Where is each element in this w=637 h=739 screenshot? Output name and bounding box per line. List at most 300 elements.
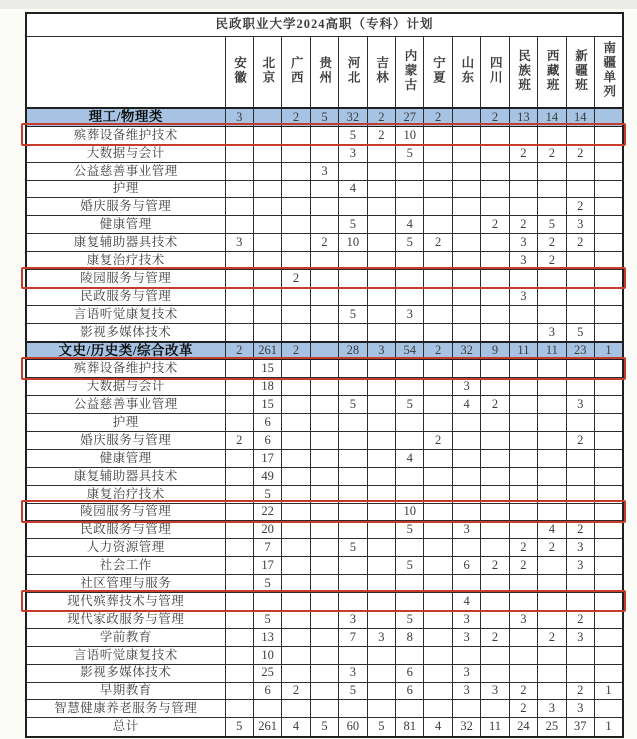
section-total-cell: 2 — [282, 108, 310, 126]
plan-value-cell — [594, 467, 623, 485]
plan-value-cell — [594, 270, 623, 288]
plan-value-cell: 2 — [566, 234, 594, 252]
plan-value-cell — [396, 539, 424, 557]
plan-value-cell: 3 — [566, 216, 594, 234]
plan-value-cell: 5 — [339, 305, 367, 323]
plan-value-cell — [282, 144, 310, 162]
header-row — [26, 37, 623, 109]
plan-value-cell — [282, 628, 310, 646]
plan-value-cell: 2 — [282, 682, 310, 700]
plan-value-cell — [481, 162, 509, 180]
plan-value-cell — [538, 467, 566, 485]
plan-value-cell: 17 — [253, 449, 281, 467]
plan-value-cell — [310, 216, 338, 234]
plan-value-cell — [424, 700, 452, 718]
program-label: 婚庆服务与管理 — [26, 198, 225, 216]
plan-value-cell — [452, 198, 480, 216]
plan-value-cell — [339, 449, 367, 467]
program-label: 康复治疗技术 — [26, 485, 225, 503]
program-label: 殡葬设备维护技术 — [26, 126, 225, 144]
plan-value-cell — [310, 557, 338, 575]
plan-value-cell — [509, 323, 537, 341]
plan-value-cell — [538, 378, 566, 396]
plan-value-cell — [566, 126, 594, 144]
plan-value-cell — [481, 539, 509, 557]
plan-value-cell: 6 — [253, 682, 281, 700]
plan-value-cell: 2 — [566, 432, 594, 450]
plan-value-cell: 2 — [481, 628, 509, 646]
plan-value-cell: 2 — [481, 396, 509, 414]
column-header — [566, 37, 594, 109]
grand-total-cell: 5 — [310, 718, 338, 737]
plan-value-cell: 3 — [509, 287, 537, 305]
plan-value-cell — [253, 216, 281, 234]
section-total-cell: 27 — [396, 108, 424, 126]
plan-value-cell — [594, 628, 623, 646]
plan-value-cell: 3 — [566, 539, 594, 557]
plan-value-cell — [396, 575, 424, 593]
plan-value-cell: 5 — [339, 396, 367, 414]
plan-value-cell — [424, 539, 452, 557]
plan-value-cell: 2 — [538, 144, 566, 162]
plan-value-cell — [282, 700, 310, 718]
plan-value-cell: 3 — [566, 396, 594, 414]
plan-value-cell — [452, 323, 480, 341]
plan-value-cell: 3 — [339, 664, 367, 682]
plan-value-cell — [594, 521, 623, 539]
plan-value-cell — [538, 485, 566, 503]
grand-total-cell: 4 — [282, 718, 310, 737]
plan-value-cell: 2 — [424, 432, 452, 450]
plan-value-cell — [282, 449, 310, 467]
plan-value-cell — [310, 144, 338, 162]
grand-total-cell: 25 — [538, 718, 566, 737]
column-header — [594, 37, 623, 109]
plan-value-cell — [282, 378, 310, 396]
plan-value-cell: 4 — [538, 521, 566, 539]
plan-value-cell — [509, 396, 537, 414]
plan-value-cell — [566, 270, 594, 288]
plan-value-cell — [225, 180, 253, 198]
program-row — [26, 180, 623, 198]
plan-value-cell — [594, 198, 623, 216]
plan-value-cell — [396, 198, 424, 216]
grand-total-cell: 1 — [594, 718, 623, 737]
plan-value-cell — [253, 162, 281, 180]
plan-value-cell — [452, 414, 480, 432]
plan-value-cell — [452, 646, 480, 664]
plan-value-cell — [225, 360, 253, 378]
plan-value-cell — [481, 414, 509, 432]
plan-value-cell — [538, 503, 566, 521]
plan-value-cell — [310, 287, 338, 305]
plan-value-cell: 6 — [396, 664, 424, 682]
plan-value-cell — [594, 646, 623, 664]
plan-value-cell: 5 — [339, 682, 367, 700]
plan-value-cell — [225, 503, 253, 521]
plan-value-cell — [339, 198, 367, 216]
plan-value-cell — [594, 664, 623, 682]
plan-value-cell: 13 — [253, 628, 281, 646]
program-row — [26, 287, 623, 305]
column-header-label: 吉林 — [374, 55, 389, 85]
plan-value-cell: 3 — [509, 252, 537, 270]
plan-value-cell — [282, 610, 310, 628]
plan-value-cell — [339, 287, 367, 305]
plan-value-cell — [339, 521, 367, 539]
plan-value-cell: 2 — [225, 432, 253, 450]
plan-value-cell — [452, 700, 480, 718]
plan-value-cell — [566, 305, 594, 323]
plan-value-cell — [452, 287, 480, 305]
plan-value-cell — [594, 216, 623, 234]
section-total-cell: 2 — [367, 108, 395, 126]
plan-value-cell — [282, 198, 310, 216]
section-header-row — [26, 108, 623, 126]
column-header-label: 山东 — [459, 55, 474, 85]
plan-value-cell — [282, 485, 310, 503]
program-row — [26, 539, 623, 557]
plan-value-cell — [225, 305, 253, 323]
plan-value-cell — [509, 521, 537, 539]
plan-value-cell — [594, 485, 623, 503]
plan-value-cell — [481, 610, 509, 628]
plan-value-cell — [367, 360, 395, 378]
plan-value-cell — [253, 198, 281, 216]
plan-value-cell — [253, 270, 281, 288]
plan-value-cell: 6 — [396, 682, 424, 700]
section-total-cell — [594, 108, 623, 126]
plan-value-cell — [452, 162, 480, 180]
program-row — [26, 485, 623, 503]
plan-value-cell — [310, 664, 338, 682]
plan-value-cell — [424, 557, 452, 575]
plan-value-cell — [339, 575, 367, 593]
plan-value-cell: 2 — [538, 252, 566, 270]
plan-value-cell — [566, 593, 594, 611]
plan-value-cell — [282, 287, 310, 305]
program-label: 人力资源管理 — [26, 539, 225, 557]
program-label: 康复辅助器具技术 — [26, 234, 225, 252]
plan-value-cell — [396, 593, 424, 611]
column-header-label: 内蒙古 — [402, 48, 417, 93]
plan-value-cell — [424, 593, 452, 611]
plan-value-cell — [594, 449, 623, 467]
plan-value-cell — [594, 378, 623, 396]
plan-value-cell — [424, 198, 452, 216]
program-label: 言语听觉康复技术 — [26, 646, 225, 664]
grand-total-cell: 11 — [481, 718, 509, 737]
program-label: 大数据与会计 — [26, 378, 225, 396]
program-label: 殡葬设备维护技术 — [26, 360, 225, 378]
plan-value-cell — [452, 180, 480, 198]
plan-value-cell — [396, 360, 424, 378]
plan-value-cell — [424, 323, 452, 341]
program-row — [26, 557, 623, 575]
plan-value-cell — [509, 162, 537, 180]
plan-value-cell — [339, 593, 367, 611]
plan-value-cell — [566, 485, 594, 503]
column-header — [310, 37, 338, 109]
plan-value-cell: 2 — [509, 539, 537, 557]
plan-value-cell: 5 — [566, 323, 594, 341]
plan-value-cell — [452, 467, 480, 485]
grand-total-cell: 5 — [367, 718, 395, 737]
plan-value-cell: 7 — [339, 628, 367, 646]
plan-value-cell — [594, 287, 623, 305]
program-row — [26, 305, 623, 323]
plan-value-cell — [424, 378, 452, 396]
plan-value-cell: 5 — [538, 216, 566, 234]
plan-value-cell — [594, 180, 623, 198]
plan-value-cell: 2 — [310, 234, 338, 252]
plan-value-cell — [367, 396, 395, 414]
title-row — [26, 13, 623, 37]
plan-value-cell — [594, 360, 623, 378]
plan-value-cell — [538, 270, 566, 288]
plan-value-cell: 6 — [253, 432, 281, 450]
plan-value-cell — [594, 252, 623, 270]
plan-value-cell — [509, 126, 537, 144]
grand-total-cell: 261 — [253, 718, 281, 737]
plan-value-cell — [538, 414, 566, 432]
plan-value-cell — [310, 593, 338, 611]
program-label: 护理 — [26, 180, 225, 198]
column-header — [452, 37, 480, 109]
program-row — [26, 521, 623, 539]
section-total-cell: 11 — [509, 342, 537, 360]
plan-value-cell — [253, 323, 281, 341]
plan-value-cell — [367, 646, 395, 664]
plan-value-cell — [452, 126, 480, 144]
plan-value-cell — [538, 305, 566, 323]
plan-value-cell — [339, 378, 367, 396]
program-row — [26, 216, 623, 234]
grand-total-cell: 32 — [452, 718, 480, 737]
plan-value-cell — [452, 305, 480, 323]
program-row — [26, 323, 623, 341]
plan-value-cell — [339, 252, 367, 270]
program-row — [26, 378, 623, 396]
plan-value-cell: 4 — [339, 180, 367, 198]
program-label: 康复辅助器具技术 — [26, 467, 225, 485]
program-row — [26, 432, 623, 450]
program-label: 健康管理 — [26, 449, 225, 467]
plan-value-cell — [509, 664, 537, 682]
plan-value-cell: 10 — [396, 503, 424, 521]
program-label: 社会工作 — [26, 557, 225, 575]
plan-value-cell — [481, 180, 509, 198]
plan-value-cell — [452, 360, 480, 378]
plan-value-cell — [339, 414, 367, 432]
program-row — [26, 467, 623, 485]
plan-value-cell — [310, 126, 338, 144]
plan-value-cell — [225, 216, 253, 234]
plan-value-cell — [424, 162, 452, 180]
plan-value-cell — [424, 360, 452, 378]
plan-value-cell — [310, 700, 338, 718]
plan-value-cell — [282, 539, 310, 557]
plan-value-cell: 3 — [509, 610, 537, 628]
section-total-cell: 14 — [538, 108, 566, 126]
plan-value-cell — [367, 162, 395, 180]
column-header — [481, 37, 509, 109]
plan-value-cell — [225, 682, 253, 700]
plan-value-cell — [509, 503, 537, 521]
section-total-cell: 54 — [396, 342, 424, 360]
program-label: 早期教育 — [26, 682, 225, 700]
plan-value-cell — [566, 287, 594, 305]
plan-value-cell — [225, 378, 253, 396]
plan-value-cell: 5 — [253, 485, 281, 503]
plan-value-cell — [538, 432, 566, 450]
grand-total-cell: 24 — [509, 718, 537, 737]
plan-value-cell: 3 — [509, 234, 537, 252]
plan-value-cell — [594, 610, 623, 628]
plan-value-cell — [310, 432, 338, 450]
plan-value-cell — [310, 521, 338, 539]
column-header — [225, 37, 253, 109]
program-row — [26, 360, 623, 378]
plan-value-cell — [282, 305, 310, 323]
plan-value-cell — [339, 557, 367, 575]
plan-value-cell — [481, 234, 509, 252]
plan-value-cell — [367, 252, 395, 270]
plan-value-cell — [339, 432, 367, 450]
plan-value-cell — [424, 646, 452, 664]
plan-value-cell — [396, 287, 424, 305]
plan-value-cell — [481, 378, 509, 396]
plan-value-cell — [452, 575, 480, 593]
program-row — [26, 646, 623, 664]
plan-value-cell — [538, 126, 566, 144]
plan-value-cell — [253, 180, 281, 198]
plan-value-cell — [310, 360, 338, 378]
section-total-cell: 261 — [253, 342, 281, 360]
program-label: 言语听觉康复技术 — [26, 305, 225, 323]
plan-value-cell — [310, 198, 338, 216]
plan-value-cell — [225, 593, 253, 611]
plan-value-cell — [339, 646, 367, 664]
plan-value-cell — [509, 449, 537, 467]
column-header-label: 广西 — [289, 55, 304, 85]
plan-value-cell — [367, 610, 395, 628]
section-total-cell — [452, 108, 480, 126]
plan-value-cell — [509, 198, 537, 216]
plan-value-cell — [481, 287, 509, 305]
plan-value-cell — [396, 270, 424, 288]
plan-value-cell: 2 — [367, 126, 395, 144]
plan-value-cell — [538, 198, 566, 216]
plan-value-cell — [481, 270, 509, 288]
program-row — [26, 593, 623, 611]
plan-value-cell — [367, 503, 395, 521]
plan-value-cell — [594, 575, 623, 593]
plan-value-cell — [225, 449, 253, 467]
plan-value-cell — [538, 449, 566, 467]
plan-value-cell — [566, 664, 594, 682]
plan-value-cell: 2 — [282, 270, 310, 288]
program-label: 公益慈善事业管理 — [26, 162, 225, 180]
plan-value-cell — [424, 270, 452, 288]
plan-value-cell — [509, 360, 537, 378]
section-total-cell: 32 — [339, 108, 367, 126]
plan-value-cell — [566, 449, 594, 467]
plan-value-cell — [225, 485, 253, 503]
plan-value-cell — [452, 449, 480, 467]
plan-value-cell: 3 — [566, 557, 594, 575]
grand-total-cell: 60 — [339, 718, 367, 737]
plan-value-cell — [282, 557, 310, 575]
plan-value-cell — [481, 485, 509, 503]
column-header — [538, 37, 566, 109]
plan-value-cell — [424, 216, 452, 234]
plan-value-cell: 3 — [225, 234, 253, 252]
plan-value-cell — [225, 396, 253, 414]
plan-value-cell — [424, 682, 452, 700]
plan-value-cell — [225, 610, 253, 628]
plan-value-cell — [509, 593, 537, 611]
plan-value-cell: 2 — [566, 144, 594, 162]
plan-value-cell — [481, 198, 509, 216]
column-header-label: 安徽 — [232, 55, 247, 85]
section-total-cell: 1 — [594, 342, 623, 360]
plan-value-cell — [594, 234, 623, 252]
plan-value-cell: 2 — [481, 557, 509, 575]
plan-value-cell — [481, 432, 509, 450]
plan-value-cell — [509, 467, 537, 485]
plan-value-cell — [310, 646, 338, 664]
plan-value-cell: 3 — [452, 610, 480, 628]
section-total-cell: 5 — [310, 108, 338, 126]
plan-value-cell — [310, 378, 338, 396]
plan-value-cell — [367, 539, 395, 557]
plan-value-cell — [310, 539, 338, 557]
section-header-row — [26, 342, 623, 360]
plan-value-cell: 5 — [253, 575, 281, 593]
plan-value-cell — [538, 593, 566, 611]
plan-value-cell — [282, 252, 310, 270]
program-label: 影视多媒体技术 — [26, 664, 225, 682]
plan-value-cell — [339, 485, 367, 503]
plan-value-cell — [424, 126, 452, 144]
program-label: 影视多媒体技术 — [26, 323, 225, 341]
plan-value-cell — [509, 432, 537, 450]
plan-value-cell — [310, 323, 338, 341]
plan-value-cell — [310, 270, 338, 288]
program-label: 公益慈善事业管理 — [26, 396, 225, 414]
plan-value-cell — [424, 503, 452, 521]
plan-value-cell: 6 — [253, 414, 281, 432]
grand-total-cell: 5 — [225, 718, 253, 737]
program-label: 健康管理 — [26, 216, 225, 234]
plan-value-cell — [282, 593, 310, 611]
plan-value-cell — [396, 646, 424, 664]
plan-value-cell — [594, 414, 623, 432]
plan-value-cell — [424, 144, 452, 162]
plan-value-cell — [452, 234, 480, 252]
plan-value-cell — [594, 700, 623, 718]
plan-value-cell: 3 — [538, 323, 566, 341]
program-row — [26, 270, 623, 288]
plan-value-cell — [566, 575, 594, 593]
section-total-cell — [310, 342, 338, 360]
plan-value-cell — [481, 467, 509, 485]
plan-value-cell: 17 — [253, 557, 281, 575]
plan-value-cell — [396, 323, 424, 341]
program-label: 现代家政服务与管理 — [26, 610, 225, 628]
section-total-cell: 13 — [509, 108, 537, 126]
